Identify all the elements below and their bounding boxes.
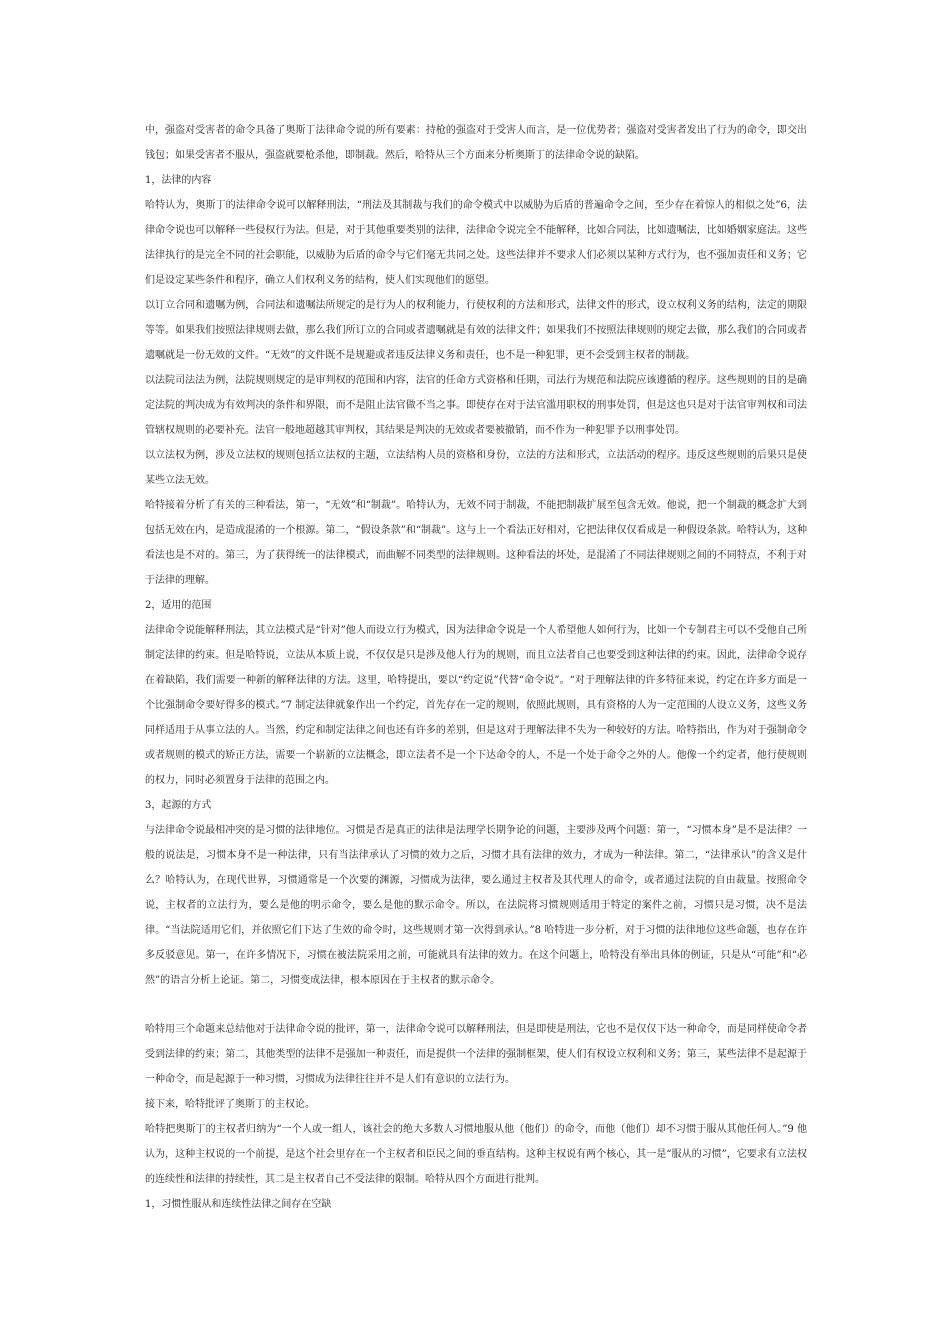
body-paragraph: 哈特认为，奥斯丁的法律命令说可以解释刑法，“刑法及其制裁与我们的命令模式中以威胁为后盾的普遍命令之间，至少存在着惊人的相似之处”6，法律命令说也可以解释一些侵权行为法。但是，对于其他重要类别的法律，法律命令说完全不能解释，比如合同法，比如遗嘱法，比如婚姻家庭法。这些法律执行的是完全不同的社会职能，以威胁为后盾的命令与它们毫无共同之处。这些法律并不要求人们必须以某种方式行为，也不强加责任和义务；它们是设定某些条件和程序，确立人们权利义务的结构，使人们实现他们的愿望。 [145,200,807,286]
document-page [145,118,807,1217]
paragraph-gap [145,993,807,1017]
body-paragraph: 哈特把奥斯丁的主权者归纳为“一个人或一组人，该社会的绝大多数人习惯地服从他（他们）的命令，而他（他们）却不习惯于服从其他任何人。”9 他认为，这种主权说的一个前提，是这个社会里存在一个主权者和臣民之间的垂直结构。这种主权说有两个核心，其一是“服从的习惯”，它要求有立法权的连续性和法律的持续性，其二是主权者自己不受法律的限制。哈特从四个方面进行批判。 [145,1124,807,1185]
section-heading: 1，习惯性服从和连续性法律之间存在空缺 [145,1199,332,1210]
section-heading: 3，起源的方式 [145,800,212,811]
body-paragraph: 以法院司法法为例，法院规则规定的是审判权的范围和内容，法官的任命方式资格和任期，司法行为规范和法院应该遵循的程序。这些规则的目的是确定法院的判决成为有效判决的条件和界限，而不是阻止法官做不当之事。即使存在对于法官滥用职权的刑事处罚，但是这也只是对于法官审判权和司法管辖权规则的必要补充。法官一般地超越其审判权，其结果是判决的无效或者要被撤销，而不作为一种犯罪予以刑事处罚。 [145,375,807,436]
body-paragraph: 中，强盗对受害者的命令具备了奥斯丁法律命令说的所有要素：持枪的强盗对于受害人而言，是一位优势者；强盗对受害者发出了行为的命令，即交出钱包；如果受害者不服从，强盗就要枪杀他，即制裁。然后，哈特从三个方面来分析奥斯丁的法律命令说的缺陷。 [145,125,807,161]
body-paragraph: 以订立合同和遗嘱为例，合同法和遗嘱法所规定的是行为人的权利能力，行使权利的方法和形式，法律文件的形式，设立权利义务的结构，法定的期限等等。如果我们按照法律规则去做，那么我们所订立的合同或者遗嘱就是有效的法律文件；如果我们不按照法律规则的规定去做，那么我们的合同或者遗嘱就是一份无效的文件。“无效”的文件既不是规避或者违反法律义务和责任，也不是一种犯罪，更不会受到主权者的制裁。 [145,300,807,361]
body-paragraph: 哈特接着分析了有关的三种看法，第一，“无效”和“制裁”。哈特认为，无效不同于制裁，不能把制裁扩展至包含无效。他说，把一个制裁的概念扩大到包括无效在内，是造成混淆的一个根源。第二，“假设条款”和“制裁”。这与上一个看法正好相对，它把法律仅仅看成是一种假设条款。哈特认为，这种看法也是不对的。第三，为了获得统一的法律模式，而曲解不同类型的法律规则。这种看法的坏处，是混淆了不同法律规则之间的不同特点，不利于对于法律的理解。 [145,500,807,586]
body-paragraph: 与法律命令说最相冲突的是习惯的法律地位。习惯是否是真正的法律是法理学长期争论的问题，主要涉及两个问题：第一，“习惯本身”是不是法律？一般的说法是，习惯本身不是一种法律，只有当法律承认了习惯的效力之后，习惯才具有法律的效力，才成为一种法律。第二，“法律承认”的含义是什么？哈特认为，在现代世界，习惯通常是一个次要的渊源，习惯成为法律，要么通过主权者及其代理人的命令，或者通过法院的自由裁量。按照命令说，主权者的立法行为，要么是他的明示命令，要么是他的默示命令。所以，在法院将习惯规则适用于特定的案件之前，习惯只是习惯，决不是法律。“当法院适用它们，并依照它们下达了生效的命令时，这些规则才第一次得到承认。”8 哈特进一步分析，对于习惯的法律地位这些命题，也存在许多反驳意见。第一，在许多情况下，习惯在被法院采用之前，可能就具有法律的效力。在这个问题上，哈特没有举出具体的例证，只是从“可能”和“必然”的语言分析上论证。第二，习惯变成法律，根本原因在于主权者的默示命令。 [145,825,807,986]
body-paragraph: 哈特用三个命题来总结他对于法律命令说的批评，第一，法律命令说可以解释刑法，但是即使是刑法，它也不是仅仅下达一种命令，而是同样使命令者受到法律的约束；第二，其他类型的法律不是强加一种责任，而是提供一个法律的强制框架，使人们有权设立权利和义务；第三，某些法律不是起源于一种命令，而是起源于一种习惯，习惯成为法律往往并不是人们有意识的立法行为。 [145,1024,807,1085]
section-heading: 2，适用的范围 [145,600,212,611]
body-paragraph: 以立法权为例，涉及立法权的规则包括立法权的主题，立法结构人员的资格和身份，立法的方法和形式，立法活动的程序。违反这些规则的后果只是使某些立法无效。 [145,450,807,486]
body-paragraph: 法律命令说能解释刑法，其立法模式是“针对”他人而设立行为模式，因为法律命令说是一个人希望他人如何行为，比如一个专制君主可以不受他自己所制定法律的约束。但是哈特说，立法从本质上说，不仅仅是只是涉及他人行为的规则，而且立法者自己也要受到这种法律的约束。因此，法律命令说存在着缺陷，我们需要一种新的解释法律的方法。这里，哈特提出，要以“约定说”代替“命令说”。“对于理解法律的许多特征来说，约定在许多方面是一个比强制命令要好得多的模式。”7 制定法律就象作出一个约定，首先存在一定的规则，依照此规则，具有资格的人为一定范围的人设立义务，这些义务同样适用于从事立法的人。当然，约定和制定法律之间也还有许多的差别，但是这对于理解法律不失为一种较好的方法。哈特指出，作为对于强制命令或者规则的模式的矫正方法，需要一个崭新的立法概念，即立法者不是一个下达命令的人，不是一个处于命令之外的人。他像一个约定者，他行使规则的权力，同时必须置身于法律的范围之内。 [145,625,807,786]
body-paragraph: 接下来，哈特批评了奥斯丁的主权论。 [145,1099,315,1110]
section-heading: 1，法律的内容 [145,175,212,186]
